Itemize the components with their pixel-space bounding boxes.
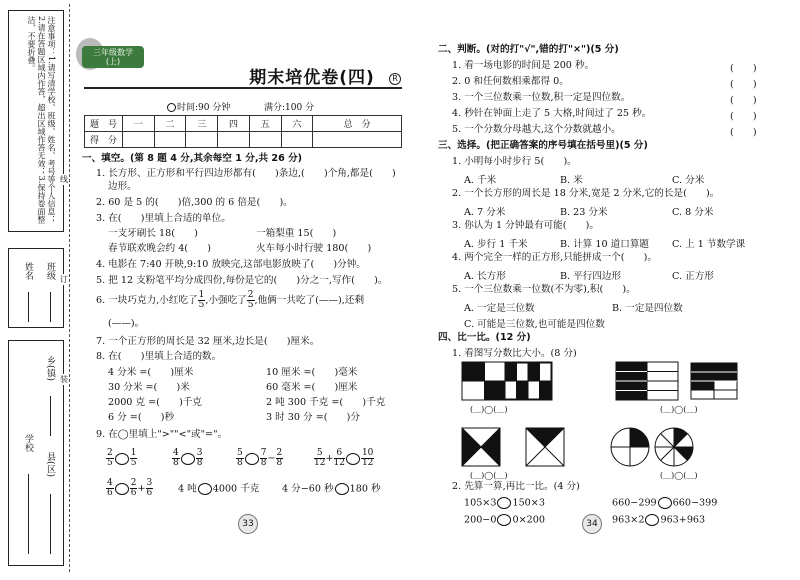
calc-left: 200−0 <box>464 514 497 526</box>
judge-item: 1. 看一场电影的时间是 200 秒。 <box>452 60 595 71</box>
fraction-numerator: 5 <box>237 448 243 458</box>
compare-right: 4000 千克 <box>212 483 260 495</box>
exam-time-text: 时间:90 分钟 <box>177 103 231 113</box>
page-title: 期末培优卷(四) <box>249 68 375 88</box>
s4-q2: 2. 先算一算,再比一比。(4 分) <box>452 481 580 492</box>
compare-circle[interactable] <box>245 453 259 465</box>
s1-q3b: 一箱梨重 15( ) <box>256 228 337 239</box>
fraction <box>247 291 255 310</box>
s1-q8-item: 30 分米 =( )米 <box>108 382 190 393</box>
score-cell[interactable] <box>281 132 313 148</box>
calc-left: 963×2 <box>612 514 645 526</box>
choice-option[interactable]: B. 计算 10 道口算题 <box>560 239 650 250</box>
score-cell[interactable] <box>154 132 186 148</box>
cut-mark-staple: 订 <box>60 275 68 284</box>
score-head-cell: 题 号 <box>85 116 123 132</box>
figure-circle-a <box>611 428 649 466</box>
s1-q8-item: 2 吨 300 千克 =( )千克 <box>266 397 386 408</box>
s1-q3: 3. 在( )里填上合适的单位。 <box>96 213 231 224</box>
choice-question: 4. 两个完全一样的正方形,只能拼成一个( )。 <box>452 252 658 263</box>
fraction-numerator: 5 <box>314 449 325 459</box>
choice-option[interactable]: A. 7 分米 <box>464 207 506 218</box>
score-head-cell: 四 <box>218 116 250 132</box>
fraction-denominator: 8 <box>237 458 243 468</box>
calc-compare <box>464 514 545 527</box>
compare-circle[interactable] <box>658 497 672 509</box>
field-school-line[interactable] <box>28 474 29 554</box>
fraction-numerator: 3 <box>196 448 203 458</box>
choice-option[interactable]: C. 分米 <box>672 175 705 186</box>
judge-item: 3. 一个三位数乘一位数,积一定是四位数。 <box>452 92 631 103</box>
fraction-denominator: 5 <box>130 458 137 468</box>
choice-option[interactable]: B. 23 分米 <box>560 207 608 218</box>
fraction-numerator: 10 <box>361 448 374 458</box>
field-county-line[interactable] <box>50 494 51 554</box>
s1-q2: 2. 60 是 5 的( )倍,300 的 6 倍是( )。 <box>96 197 293 208</box>
answer-paren[interactable]: ( ) <box>730 127 757 138</box>
fraction <box>172 449 180 468</box>
compare-item <box>314 448 374 470</box>
field-town-line[interactable] <box>50 396 51 436</box>
compare-circle[interactable] <box>346 453 360 465</box>
compare-circle[interactable] <box>497 514 511 526</box>
field-town-label: 乡(镇) <box>45 356 55 382</box>
figure-square-a <box>462 428 500 466</box>
choice-question: 3. 你认为 1 分钟最有可能( )。 <box>452 220 600 231</box>
score-head-cell: 六 <box>281 116 313 132</box>
grade-badge-line2: (上) <box>105 57 121 66</box>
answer-paren[interactable]: ( ) <box>730 63 757 74</box>
calc-left: 105×3 <box>464 497 497 509</box>
compare-circle[interactable] <box>497 497 511 509</box>
fraction-numerator: 7 <box>260 448 267 458</box>
fraction-numerator: 4 <box>107 478 113 488</box>
field-county-label: 县(区) <box>45 452 55 478</box>
score-cell[interactable] <box>249 132 281 148</box>
section3-title: 三、选择。(把正确答案的序号填在括号里)(5 分) <box>438 140 648 151</box>
calc-right: 0×200 <box>512 514 545 526</box>
compare-item <box>236 448 283 470</box>
choice-option[interactable]: A. 一定是三位数 <box>464 303 535 314</box>
operator: + <box>325 453 334 464</box>
score-table <box>84 115 402 148</box>
fraction-denominator: 5 <box>198 300 205 310</box>
full-score: 满分:100 分 <box>264 103 315 113</box>
grade-badge <box>82 46 144 68</box>
fraction <box>146 479 154 498</box>
compare-circle[interactable] <box>645 514 659 526</box>
fraction-numerator: 2 <box>247 290 254 300</box>
compare-circle[interactable] <box>198 483 212 495</box>
grade-badge-line1: 三年级数学 <box>93 48 133 57</box>
choice-option[interactable]: A. 长方形 <box>464 271 506 282</box>
notice-text: 注意事项：1.请写清学校、班级、姓名、考号等个人信息；2.请在答题区域内作答，超出区域作答无效；3.保持卷面整洁，不要折叠。 <box>27 16 56 224</box>
choice-option[interactable]: C. 可能是三位数,也可能是四位数 <box>464 319 605 330</box>
s1-q8: 8. 在( )里填上合适的数。 <box>96 351 222 362</box>
compare-right: 180 秒 <box>349 483 381 495</box>
fraction-denominator: 6 <box>130 488 137 498</box>
score-cell[interactable] <box>186 132 218 148</box>
fraction-blank-row[interactable]: (＿)◯(＿) <box>660 405 698 414</box>
field-school-label: 学校 <box>23 434 33 452</box>
s1-q3c: 春节联欢晚会约 4( ) <box>108 243 211 254</box>
figure-grid-c <box>616 362 678 400</box>
choice-option[interactable]: C. 上 1 节数学课 <box>672 239 746 250</box>
page-number-right: 34 <box>582 514 602 534</box>
choice-option[interactable]: B. 一定是四位数 <box>612 303 683 314</box>
fraction-denominator: 5 <box>107 458 113 468</box>
fraction-numerator: 1 <box>198 290 205 300</box>
compare-item <box>178 483 259 496</box>
compare-left: 4 分−60 秒 <box>282 483 334 495</box>
calc-compare <box>612 514 705 527</box>
fraction <box>236 449 244 468</box>
s1-q6 <box>96 291 364 311</box>
cut-mark-line: 线 <box>60 175 68 184</box>
calc-right: 963+963 <box>660 514 706 526</box>
operator: − <box>267 453 276 464</box>
s1-q7: 7. 一个正方形的周长是 32 厘米,边长是( )厘米。 <box>96 336 320 347</box>
fraction-denominator: 6 <box>107 488 113 498</box>
fraction <box>276 449 284 468</box>
exam-time <box>166 100 230 113</box>
choice-option[interactable]: B. 米 <box>560 175 583 186</box>
score-head-cell: 二 <box>154 116 186 132</box>
registered-logo: R <box>389 73 401 85</box>
calc-right: 150×3 <box>512 497 545 509</box>
compare-item <box>106 478 153 500</box>
s1-q1-cont: 边形。 <box>108 181 137 192</box>
s1-q8-item: 6 分 =( )秒 <box>108 412 175 423</box>
field-name-label: 姓名 <box>23 262 33 280</box>
section4-title: 四、比一比。(12 分) <box>438 332 531 343</box>
class-name-box <box>8 248 64 328</box>
compare-item <box>106 448 137 470</box>
section2-title: 二、判断。(对的打"√",错的打"×")(5 分) <box>438 44 619 55</box>
calc-right: 660−399 <box>672 497 718 509</box>
choice-option[interactable]: A. 步行 1 千米 <box>464 239 528 250</box>
fraction-denominator: 8 <box>196 458 203 468</box>
score-head-cell: 一 <box>123 116 155 132</box>
answer-paren[interactable]: ( ) <box>730 111 757 122</box>
answer-paren[interactable]: ( ) <box>730 79 757 90</box>
compare-item <box>282 483 381 496</box>
choice-question: 1. 小明每小时步行 5( )。 <box>452 156 577 167</box>
s1-q3a: 一支牙刷长 18( ) <box>108 228 198 239</box>
fraction-numerator: 2 <box>130 478 137 488</box>
score-table-score-row <box>85 132 402 148</box>
choice-option[interactable]: B. 平行四边形 <box>560 271 622 282</box>
score-table-header-row <box>85 116 402 132</box>
answer-paren[interactable]: ( ) <box>730 95 757 106</box>
s1-q9: 9. 在◯里填上">""<"或"="。 <box>96 429 228 440</box>
fraction-denominator: 8 <box>173 458 179 468</box>
fraction <box>314 449 325 468</box>
choice-question: 2. 一个长方形的周长是 18 分米,宽是 2 分米,它的长是( )。 <box>452 188 720 199</box>
s1-q3d: 火车每小时行驶 180( ) <box>256 243 372 254</box>
compare-circle[interactable] <box>115 453 129 465</box>
fraction <box>106 449 114 468</box>
fraction-numerator: 6 <box>334 449 345 459</box>
figure-circle-b <box>655 428 693 466</box>
s1-q8-item: 3 时 30 分 =( )分 <box>266 412 361 423</box>
calc-compare <box>464 497 545 510</box>
fraction-blank-row[interactable]: (＿)◯(＿) <box>470 405 508 414</box>
score-cell[interactable] <box>313 132 402 148</box>
fraction-numerator: 2 <box>107 448 113 458</box>
compare-circle[interactable] <box>181 453 195 465</box>
compare-left: 4 吨 <box>178 483 197 495</box>
s1-q6-text-a: 6. 一块巧克力,小红吃了 <box>96 295 198 306</box>
judge-item: 5. 一个分数分母越大,这个分数就越小。 <box>452 124 621 135</box>
fraction-denominator: 6 <box>146 488 153 498</box>
calc-left: 660−299 <box>612 497 657 509</box>
s1-q6-text-c: ,他俩一共吃了(——),还剩 <box>254 295 365 306</box>
score-cell[interactable] <box>123 132 155 148</box>
choice-option[interactable]: C. 8 分米 <box>672 207 714 218</box>
fraction-denominator: 12 <box>314 458 326 468</box>
s1-q6-text-b: ,小强吃了 <box>205 295 247 306</box>
fraction-denominator: 12 <box>333 458 345 468</box>
s4-q1: 1. 看图写分数比大小。(8 分) <box>452 348 577 359</box>
score-head-cell: 总 分 <box>313 116 402 132</box>
s1-q5: 5. 把 12 支粉笔平均分成四份,每份是它的( )分之一,写作( )。 <box>96 275 388 286</box>
s1-q8-item: 60 毫米 =( )厘米 <box>266 382 358 393</box>
field-name-line[interactable] <box>28 292 29 322</box>
figure-square-b <box>526 428 564 466</box>
fraction-numerator: 4 <box>173 448 179 458</box>
score-head-cell: 三 <box>186 116 218 132</box>
school-box <box>8 340 64 566</box>
cut-mark-bind: 装 <box>60 375 68 384</box>
figure-grid-b-svg <box>504 362 554 402</box>
fraction <box>334 449 345 468</box>
fraction-numerator: 3 <box>146 478 153 488</box>
compare-item <box>172 448 203 470</box>
fraction <box>361 449 374 468</box>
score-row-label: 得 分 <box>85 132 123 148</box>
choice-option[interactable]: C. 正方形 <box>672 271 714 282</box>
s1-q4: 4. 电影在 7:40 开映,9:10 放映完,这部电影放映了( )分钟。 <box>96 259 366 270</box>
fraction <box>106 479 114 498</box>
score-head-cell: 五 <box>249 116 281 132</box>
fraction-denominator: 8 <box>260 458 267 468</box>
s1-q8-item: 10 厘米 =( )毫米 <box>266 367 358 378</box>
judge-item: 2. 0 和任何数相乘都得 0。 <box>452 76 569 87</box>
fraction <box>130 449 138 468</box>
fraction-blank-row[interactable]: (＿)◯(＿) <box>470 471 508 480</box>
fraction-numerator: 1 <box>130 448 137 458</box>
field-class-line[interactable] <box>50 292 51 322</box>
clock-icon <box>167 103 176 112</box>
s1-q6-cont: (——)。 <box>108 318 145 329</box>
s1-q8-item: 4 分米 =( )厘米 <box>108 367 194 378</box>
fraction-denominator: 12 <box>361 458 374 468</box>
figure-grid-d-svg <box>690 362 740 402</box>
s1-q1: 1. 长方形、正方形和平行四边形都有( )条边,( )个角,都是( ) <box>96 168 396 179</box>
score-cell[interactable] <box>218 132 250 148</box>
operator: + <box>137 483 146 494</box>
compare-circle[interactable] <box>335 483 349 495</box>
fraction-blank-row[interactable]: (＿)◯(＿) <box>660 471 698 480</box>
fraction-denominator: 5 <box>247 300 254 310</box>
choice-option[interactable]: A. 千米 <box>464 175 497 186</box>
field-class-label: 班级 <box>45 262 55 280</box>
section1-title: 一、填空。(第 8 题 4 分,其余每空 1 分,共 26 分) <box>82 153 303 164</box>
fraction <box>196 449 204 468</box>
judge-item: 4. 秒针在钟面上走了 5 大格,时间过了 25 秒。 <box>452 108 652 119</box>
s1-q8-item: 2000 克 =( )千克 <box>108 397 203 408</box>
fraction-numerator: 2 <box>276 448 283 458</box>
compare-circle[interactable] <box>115 483 129 495</box>
page-number-left: 33 <box>238 514 258 534</box>
binding-strip <box>6 4 70 572</box>
calc-compare <box>612 497 717 510</box>
fraction-denominator: 8 <box>276 458 283 468</box>
choice-question: 5. 一个三位数乘一位数(不为零),积( )。 <box>452 284 636 295</box>
